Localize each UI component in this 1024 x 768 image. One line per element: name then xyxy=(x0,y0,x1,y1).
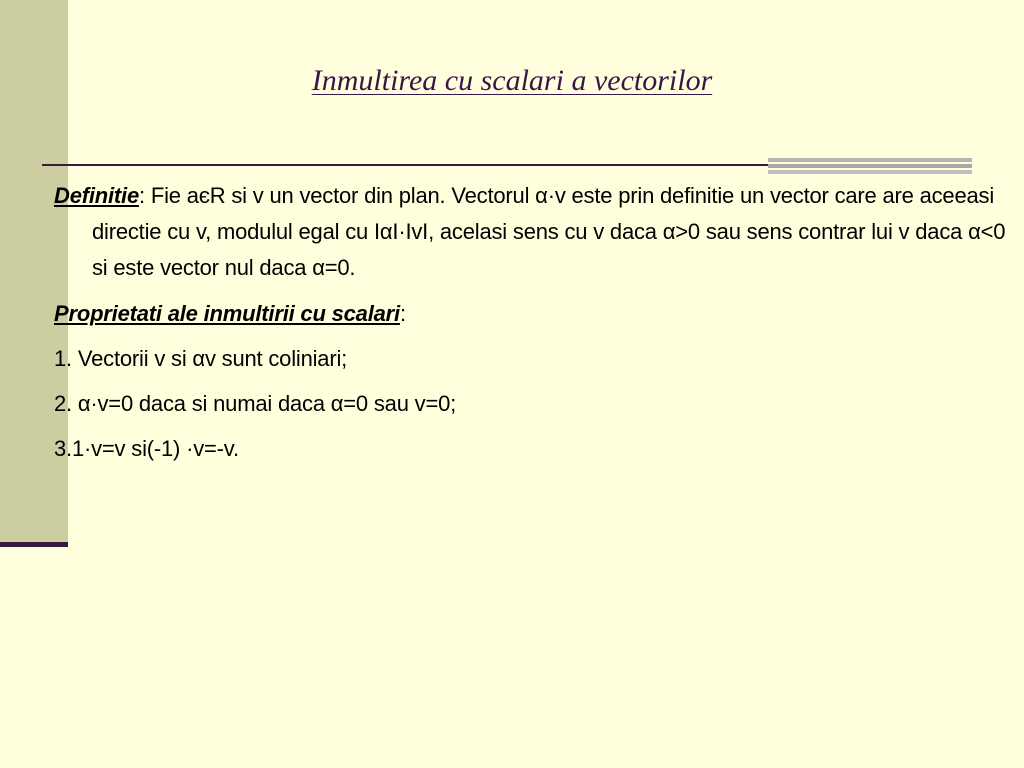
properties-heading-text: Proprietati ale inmultirii cu scalari xyxy=(54,301,400,326)
property-item-2: 2. α·v=0 daca si numai daca α=0 sau v=0; xyxy=(54,391,457,416)
definition-text: : Fie aєR si v un vector din plan. Vectorul α·v este prin definitie un vector care are aceeasi directie cu v, modulul egal cu IαI·IvI, acelasi sens cu v daca α>0 sau sens contrar lui v daca α<0 si este vector nul daca α=0. xyxy=(92,183,1006,280)
property-item-3: 3.1·v=v si(-1) ·v=-v. xyxy=(54,436,239,461)
slide-body xyxy=(54,178,1014,467)
definition-paragraph xyxy=(54,178,1014,286)
properties-heading: Proprietati ale inmultirii cu scalari: xyxy=(54,301,406,326)
slide-title: Inmultirea cu scalari a vectorilor xyxy=(311,64,713,97)
property-item-1: 1. Vectorii v si αv sunt coliniari; xyxy=(54,346,348,371)
definition-term: Definitie xyxy=(54,183,139,208)
sidebar-underline xyxy=(0,542,68,547)
divider-accent xyxy=(768,158,972,177)
